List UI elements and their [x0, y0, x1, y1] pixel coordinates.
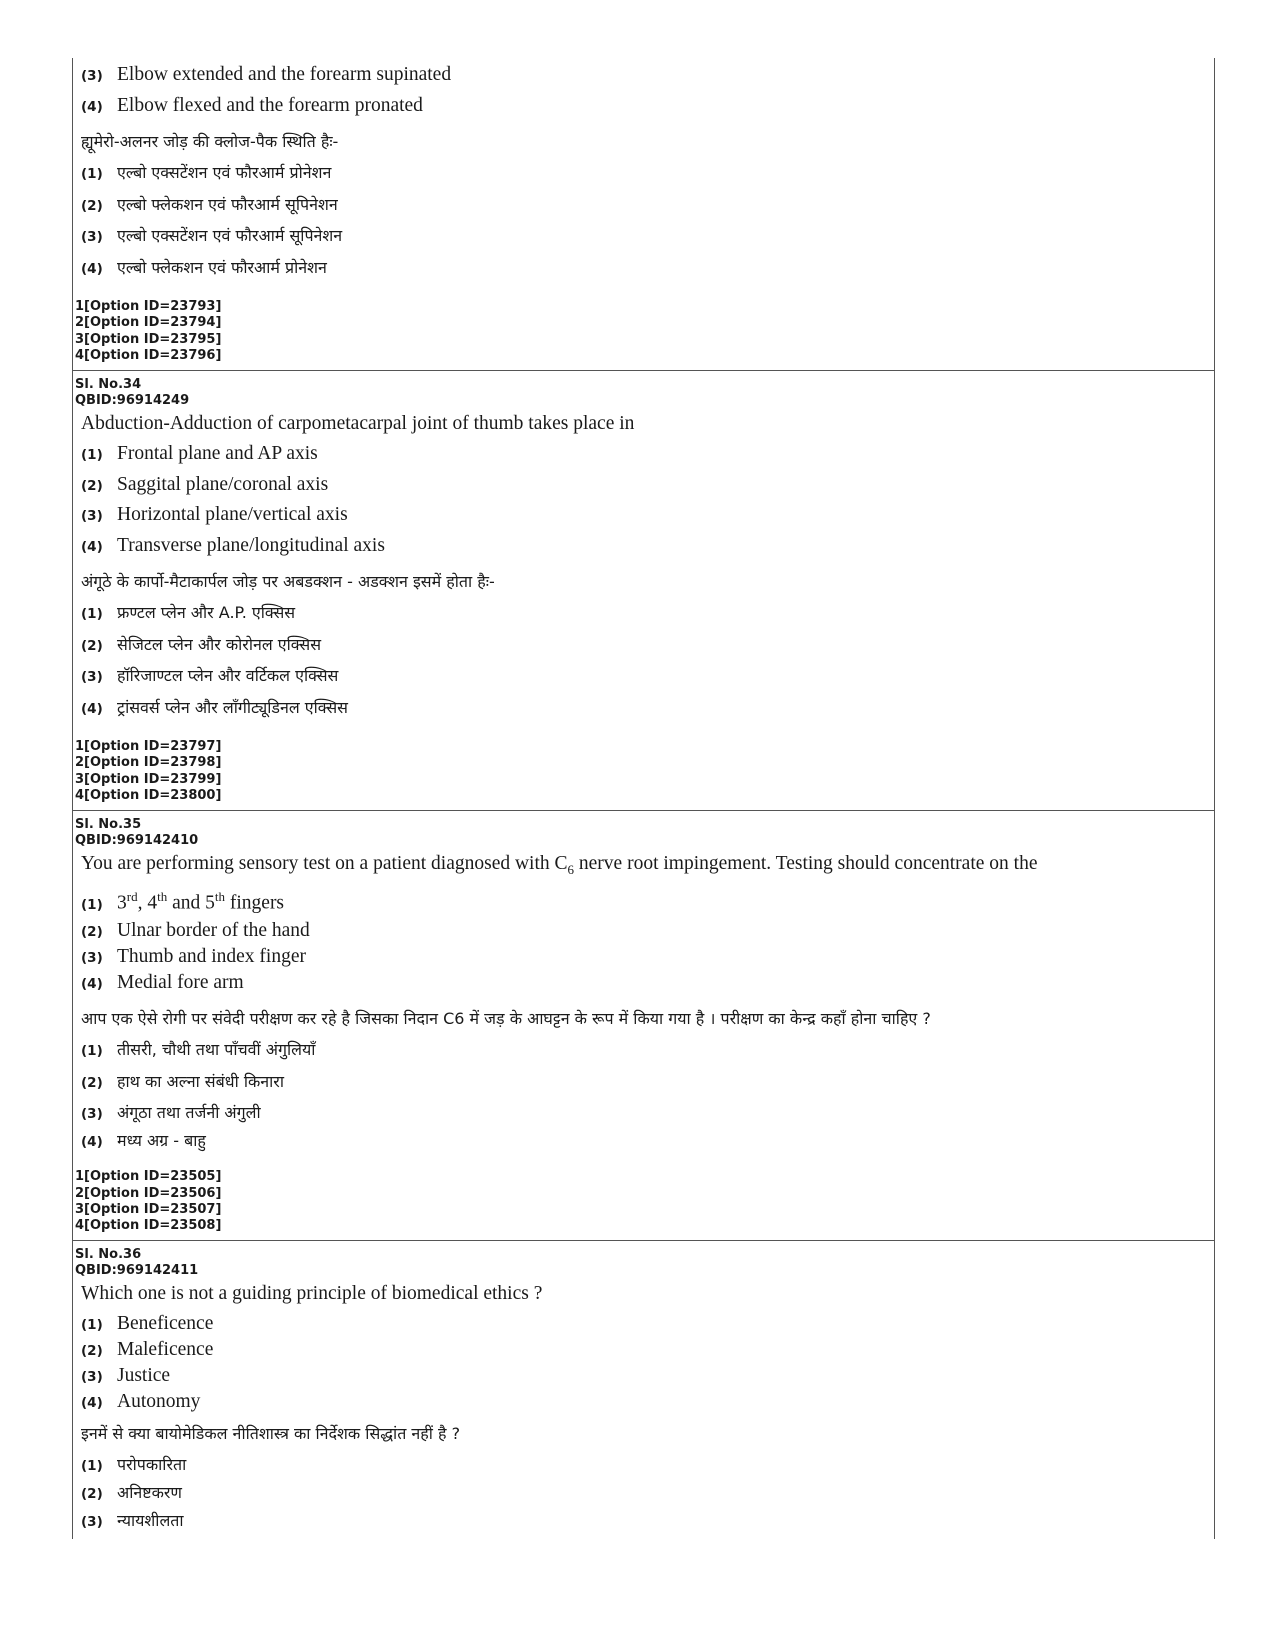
q36-option-en: (1) Beneficence	[81, 1313, 214, 1335]
q35-option-hi: (2) हाथ का अल्ना संबंधी किनारा	[81, 1071, 284, 1091]
q34-qbid: QBID:96914249	[75, 393, 190, 409]
q34-option-en: (2) Saggital plane/coronal axis	[81, 473, 329, 495]
q35-option-hi: (4) मध्य अग्र - बाहु	[81, 1131, 206, 1151]
q35-option-en: (4) Medial fore arm	[81, 971, 244, 993]
q36-qbid: QBID:969142411	[75, 1263, 199, 1279]
q33-option-hi: (1) एल्बो एक्सटेंशन एवं फौरआर्म प्रोनेशन	[81, 163, 332, 182]
q35-question-hi: आप एक ऐसे रोगी पर संवेदी परीक्षण कर रहे है जिसका निदान C6 में जड़ के आघट्टन के रूप में किया गया है । परीक्षण का केन्द्र कहाँ होना चाहिए ?	[81, 1009, 931, 1029]
q33-option-en: (4) Elbow flexed and the forearm pronated	[81, 94, 423, 116]
q35-sl-no: Sl. No.35	[75, 817, 142, 833]
q36-option-en: (2) Maleficence	[81, 1339, 214, 1361]
q35-qbid: QBID:969142410	[75, 833, 199, 849]
question-34-block	[73, 370, 1214, 810]
q34-option-hi: (4) ट्रांसवर्स प्लेन और लाँगीट्यूडिनल एक्सिस	[81, 697, 349, 717]
question-paper	[72, 58, 1215, 1539]
q34-sl-no: Sl. No.34	[75, 377, 142, 393]
q35-option-en: (2) Ulnar border of the hand	[81, 919, 310, 941]
q36-question-en: Which one is not a guiding principle of biomedical ethics ?	[81, 1283, 543, 1305]
q33-option-hi: (2) एल्बो फ्लेकशन एवं फौरआर्म सूपिनेशन	[81, 194, 338, 214]
q33-question-hi: ह्यूमेरो-अलनर जोड़ की क्लोज-पैक स्थिति हैः-	[81, 132, 339, 151]
q36-option-en: (3) Justice	[81, 1365, 171, 1387]
q35-option-hi: (3) अंगूठा तथा तर्जनी अंगुली	[81, 1103, 261, 1123]
q35-option-hi: (1) तीसरी, चौथी तथा पाँचवीं अंगुलियाँ	[81, 1040, 316, 1060]
q36-question-hi: इनमें से क्या बायोमेडिकल नीतिशास्त्र का निर्देशक सिद्धांत नहीं है ?	[81, 1424, 461, 1444]
q34-option-ids: 1[Option ID=23797] 2[Option ID=23798] 3[Option ID=23799] 4[Option ID=23800]	[75, 739, 222, 804]
question-35-block	[73, 810, 1214, 1240]
q33-option-hi: (3) एल्बो एक्सटेंशन एवं फौरआर्म सूपिनेशन	[81, 226, 343, 245]
q35-question-en: You are performing sensory test on a patient diagnosed with $C_6$ nerve root impingement. Testing should concentrate on the	[81, 853, 1038, 878]
question-33-block	[73, 58, 1214, 370]
q36-option-hi: (2) अनिष्टकरण	[81, 1483, 182, 1503]
q34-question-hi: अंगूठे के कार्पो-मैटाकार्पल जोड़ पर अबडक्शन - अडक्शन इसमें होता हैः-	[81, 572, 495, 592]
q36-option-hi: (3) न्यायशीलता	[81, 1511, 184, 1531]
q33-option-ids: 1[Option ID=23793] 2[Option ID=23794] 3[Option ID=23795] 4[Option ID=23796]	[75, 299, 222, 363]
q34-option-en: (4) Transverse plane/longitudinal axis	[81, 534, 385, 556]
q34-option-hi: (1) फ्रण्टल प्लेन और A.P. एक्सिस	[81, 603, 296, 623]
q36-option-hi: (1) परोपकारिता	[81, 1455, 187, 1475]
q34-option-en: (1) Frontal plane and AP axis	[81, 443, 318, 465]
q36-option-en: (4) Autonomy	[81, 1391, 201, 1413]
q35-option-en: (1) 3rd, 4th and 5th fingers	[81, 889, 285, 914]
question-36-block	[73, 1240, 1214, 1539]
q34-question-en: Abduction-Adduction of carpometacarpal joint of thumb takes place in	[81, 413, 635, 435]
q34-option-hi: (2) सेजिटल प्लेन और कोरोनल एक्सिस	[81, 634, 322, 654]
q33-option-en: (3) Elbow extended and the forearm supinated	[81, 64, 452, 85]
q35-option-en: (3) Thumb and index finger	[81, 945, 306, 967]
q34-option-en: (3) Horizontal plane/vertical axis	[81, 504, 348, 526]
q34-option-hi: (3) हॉरिजाण्टल प्लेन और वर्टिकल एक्सिस	[81, 666, 339, 686]
q36-sl-no: Sl. No.36	[75, 1247, 142, 1263]
q35-option-ids: 1[Option ID=23505] 2[Option ID=23506] 3[Option ID=23507] 4[Option ID=23508]	[75, 1169, 222, 1234]
q33-option-hi: (4) एल्बो फ्लेकशन एवं फौरआर्म प्रोनेशन	[81, 257, 327, 277]
